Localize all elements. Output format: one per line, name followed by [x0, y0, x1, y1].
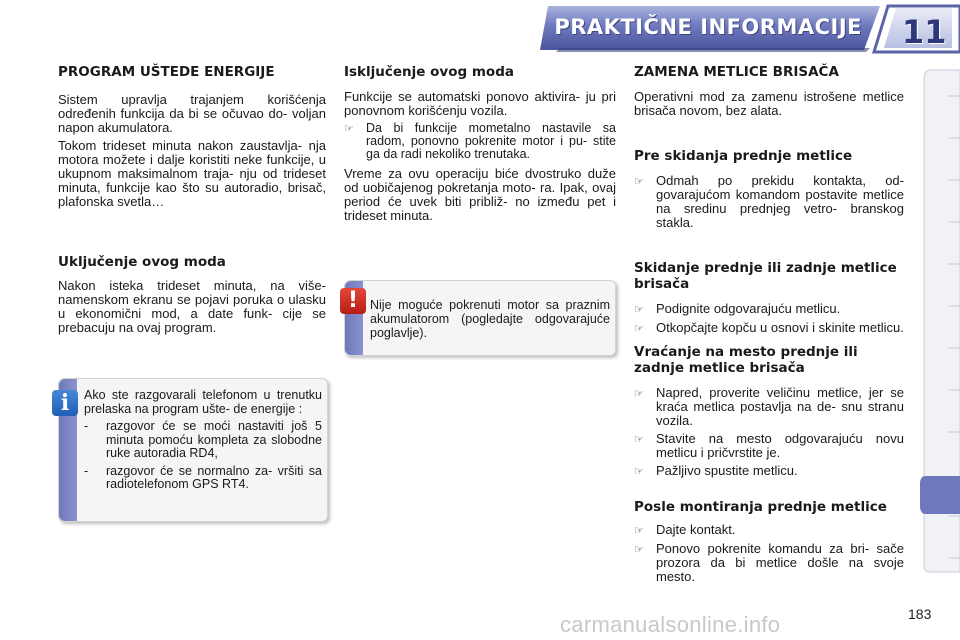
list-item-text: razgovor će se normalno za- vršiti sa radiotelefonom GPS RT4.	[106, 463, 322, 491]
page-header-title: PRAKTIČNE INFORMACIJE	[554, 15, 862, 39]
page-number: 183	[908, 606, 932, 622]
warning-icon: !	[340, 288, 366, 314]
subsection-title: Skidanje prednje ili zadnje metlice brisača	[634, 260, 897, 292]
info-icon: i	[52, 390, 78, 416]
dash-marker: -	[84, 419, 89, 433]
watermark: carmanualsonline.info	[560, 612, 781, 637]
column-mode-activation	[58, 254, 326, 339]
bullet-text: Podignite odgovarajuću metlicu.	[656, 301, 841, 316]
bullet-text: Odmah po prekidu kontakta, od- govarajućom komandom postavite metlice na sredinu prednjeg vetro- branskog stakla.	[656, 173, 904, 230]
info-note-box	[58, 378, 328, 522]
bullet-item	[634, 432, 904, 460]
bullet-text: Stavite na mesto odgovarajuću novu metlicu i pričvrstite je.	[656, 431, 904, 460]
bullet-item	[634, 302, 904, 317]
hand-pointer-icon: ☞	[634, 434, 644, 446]
paragraph: Nakon isteka trideset minuta, na više- namenskom ekranu se pojavi poruka o ulasku u ekonomični mod, a date funk- cije se prebacuju na ovaj program.	[58, 278, 326, 335]
section-title-mode-off: Isključenje ovog moda	[344, 64, 514, 80]
bullet-item	[344, 122, 616, 161]
paragraph: Sistem upravlja trajanjem korišćenja određenih funkcija da bi se očuvao do- voljan napon akumulatora.	[58, 92, 326, 135]
bullet-text: Dajte kontakt.	[656, 522, 736, 537]
hand-pointer-icon: ☞	[634, 466, 644, 478]
bullet-item	[634, 174, 904, 230]
paragraph: Vreme za ovu operaciju biće dvostruko duže od uobičajenog pokretanja moto- ra. Ipak, ovaj period će uvek biti približ- no između pet i trideset minuta.	[344, 166, 616, 223]
dash-marker: -	[84, 463, 89, 478]
hand-pointer-icon: ☞	[634, 525, 644, 537]
warning-note-content	[370, 298, 610, 344]
section-title-wiper: ZAMENA METLICE BRISAČA	[634, 64, 839, 80]
section-title-energy-program: PROGRAM UŠTEDE ENERGIJE	[58, 64, 275, 80]
paragraph: Funkcije se automatski ponovo aktivira- ju pri ponovnom korišćenju vozila.	[344, 89, 616, 118]
column-energy-saving	[58, 64, 326, 213]
bullet-text: Otkopčajte kopču u osnovi i skinite metlicu.	[656, 320, 904, 335]
bullet-text: Pažljivo spustite metlicu.	[656, 463, 798, 478]
hand-pointer-icon: ☞	[634, 388, 644, 400]
column-wiper-replacement	[634, 64, 904, 588]
hand-pointer-icon: ☞	[344, 123, 354, 135]
subsection-title: Vraćanje na mesto prednje ili zadnje metlice brisača	[634, 344, 858, 376]
paragraph: Tokom trideset minuta nakon zaustavlja- nja motora možete i dalje koristiti neke funkcije, u ukupnom maksimalnom traja- nju od trideset minuta, funkcije kao što su autoradio, brisač, plafonska svetla…	[58, 138, 326, 209]
bullet-item	[634, 464, 904, 479]
bullet-text: Napred, proverite veličinu metlice, jer se kraća metlica postavlja na de- snu stranu vozila.	[656, 385, 904, 428]
column-mode-deactivation	[344, 64, 616, 227]
info-note-content	[84, 389, 322, 492]
bullet-item	[634, 386, 904, 428]
subsection-title: Pre skidanja prednje metlice	[634, 148, 853, 164]
list-item	[84, 420, 322, 461]
list-item-text: razgovor će se moći nastaviti još 5 minuta pomoću kompleta za slobodne ruke autoradia RD4,	[106, 419, 322, 460]
chapter-number: 11	[902, 13, 947, 51]
hand-pointer-icon: ☞	[634, 544, 644, 556]
warning-note-box	[344, 280, 616, 356]
bullet-text: Ponovo pokrenite komandu za bri- sače prozora da bi metlice došle na svoje mesto.	[656, 541, 904, 584]
bullet-text: Da bi funkcije mometalno nastavile sa radom, ponovno pokrenite motor i pu- stite ga da radi nekoliko trenutaka.	[366, 121, 616, 161]
hand-pointer-icon: ☞	[634, 176, 644, 188]
chapter-tab-rail	[920, 66, 960, 574]
bullet-item	[634, 321, 904, 336]
paragraph: Operativni mod za zamenu istrošene metlice brisača novom, bez alata.	[634, 89, 904, 118]
info-note-intro: Ako ste razgovarali telefonom u trenutku prelaska na program ušte- de energije :	[84, 388, 322, 416]
bullet-item	[634, 542, 904, 584]
bullet-item	[634, 523, 904, 538]
hand-pointer-icon: ☞	[634, 304, 644, 316]
list-item	[84, 465, 322, 492]
hand-pointer-icon: ☞	[634, 323, 644, 335]
section-title-mode-on: Uključenje ovog moda	[58, 254, 226, 270]
subsection-title: Posle montiranja prednje metlice	[634, 499, 887, 515]
warning-note-text: Nije moguće pokrenuti motor sa praznim akumulatorom (pogledajte odgovarajuće poglavlje).	[370, 298, 610, 340]
